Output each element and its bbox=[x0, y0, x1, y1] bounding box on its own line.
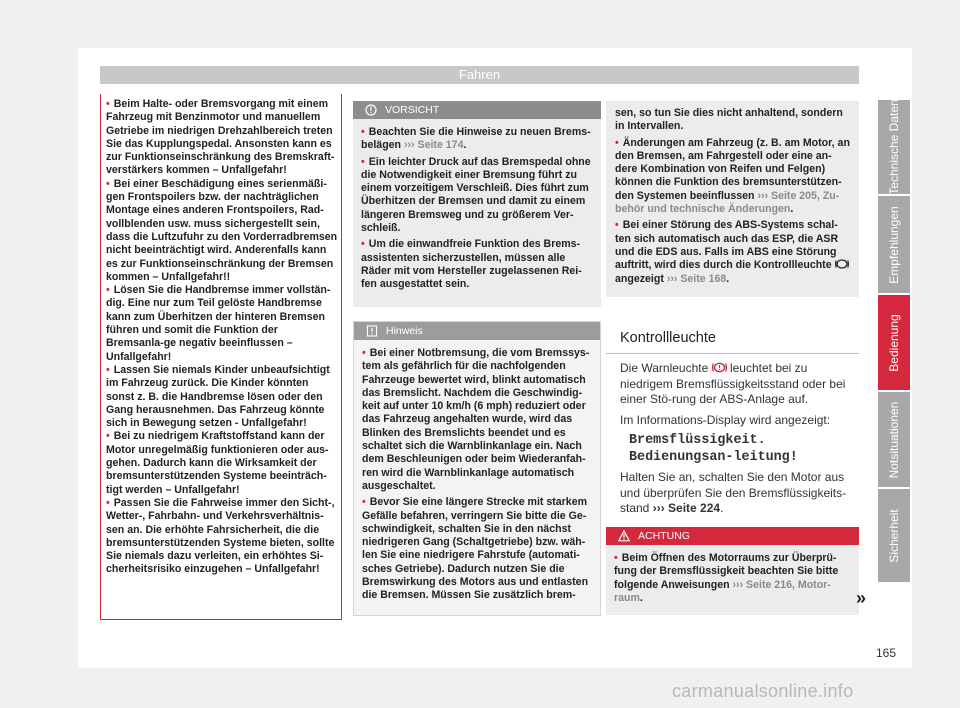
bullet-icon: • bbox=[362, 496, 366, 509]
page-link[interactable]: ››› Seite 224 bbox=[652, 501, 721, 516]
list-item: • Änderungen am Fahrzeug (z. B. am Motor, an den Bremsen, am Fahrgestell oder eine an-dere Kombination von Reifen und Felgen) können die Funktion des bremsunterstützen-den Systemen beeinflussen ››› Seite 205, Zu-behör und technische Änderungen. bbox=[615, 136, 850, 216]
tab-technische-daten[interactable]: Technische Daten bbox=[878, 100, 910, 195]
list-item: • Lösen Sie die Handbremse immer vollstän-dig. Eine nur zum Teil gelöste Handbremse kann zum Überhitzen der hinteren Bremsen führen und somit die Funktion der Bremsanla-ge negativ beeinflussen – Unfallgefahr! bbox=[106, 284, 331, 363]
warning-triangle-icon bbox=[618, 530, 630, 542]
hinweis-body bbox=[354, 340, 600, 612]
bullet-icon: • bbox=[361, 126, 365, 138]
paragraph-display-intro: Im Informations-Display wird angezeigt: bbox=[620, 413, 831, 427]
continued-text: sen, so tun Sie dies nicht anhaltend, sondern in Intervallen. bbox=[615, 107, 843, 133]
list-item: • Lassen Sie niemals Kinder unbeaufsichtigt im Fahrzeug zurück. Die Kinder könnten sonst z. B. die Handbremse lösen oder den Gang herausnehmen. Das Fahrzeug könnte sich in Bewegung setzen - Unfallgefahr! bbox=[106, 363, 330, 430]
achtung-header bbox=[606, 527, 859, 545]
vorsicht-body bbox=[353, 119, 601, 301]
watermark: carmanualsonline.info bbox=[672, 681, 854, 701]
note-icon bbox=[366, 325, 378, 337]
left-column-frame bbox=[100, 94, 342, 620]
bullet-icon: • bbox=[615, 219, 619, 232]
bullet-icon: • bbox=[362, 347, 366, 359]
vorsicht-box bbox=[353, 101, 601, 307]
tab-sicherheit[interactable]: Sicherheit bbox=[878, 489, 910, 583]
section-divider bbox=[606, 353, 859, 354]
bullet-icon: • bbox=[106, 430, 110, 443]
list-item: • Beim Halte- oder Bremsvorgang mit einem Fahrzeug mit Benzinmotor und manuellem Getriebe im niedrigen Drehzahlbereich treten Sie das Kupplungspedal. Ansonsten kann es zur Funktionseinschränkung des Bremskraft-verstärkers kommen – Unfallgefahr! bbox=[106, 98, 335, 177]
hinweis-title: Hinweis bbox=[386, 325, 423, 337]
paragraph-warning-light: Die Warnleuchte leuchtet bei zu niedrigem Bremsflüssigkeitsstand oder bei einer Stö-rung der ABS-Anlage auf. bbox=[620, 361, 846, 407]
bullet-icon: • bbox=[361, 238, 365, 251]
list-item: • Passen Sie die Fahrweise immer den Sicht-, Wetter-, Fahrbahn- und Verkehrsverhältnis-sen an. Die erhöhte Fahrsicherheit, die die bremsunterstützenden Systeme bieten, sollte Sie niemals dazu verleiten, ein erhöhtes Si-cherheitsrisiko einzugehen – Unfallgefahr! bbox=[106, 496, 335, 576]
achtung-body bbox=[606, 545, 859, 614]
page-header bbox=[100, 66, 859, 84]
page-link[interactable]: ››› Seite 216, Motor-raum bbox=[614, 578, 831, 604]
bullet-icon: • bbox=[361, 155, 365, 168]
list-item: • Um die einwandfreie Funktion des Brems-assistenten sicherzustellen, müssen alle Räder mit vom Hersteller zugelassenen Rei-fen ausgestattet sein. bbox=[361, 238, 582, 291]
list-item: • Bei einer Beschädigung eines serienmäßi-gen Frontspoilers bzw. der nachträglichen Montage eines anderen Frontspoilers, Rad-vollblenden usw. muss sichergestellt sein, dass die Luftzufuhr zu den Vorderradbremsen nicht beeinträchtigt wird. Anderenfalls kann es zur Funktionseinschränkung der Bremsen kommen – Unfallgefahr!! bbox=[106, 177, 338, 283]
page-link[interactable]: ››› Seite 205, Zu-behör und technische Änderungen bbox=[615, 189, 840, 216]
achtung-title: ACHTUNG bbox=[638, 530, 690, 542]
paragraph-instructions: Halten Sie an, schalten Sie den Motor aus und überprüfen Sie den Bremsflüssigkeits-stand ››› Seite 224. bbox=[620, 470, 847, 516]
bullet-icon: • bbox=[106, 98, 110, 110]
vorsicht-title: VORSICHT bbox=[385, 104, 440, 116]
hinweis-box bbox=[353, 321, 601, 616]
abs-warning-icon bbox=[835, 259, 849, 269]
bullet-icon: • bbox=[106, 177, 110, 190]
achtung-box bbox=[606, 527, 859, 615]
list-item: • Beim Öffnen des Motorraums zur Überprü-fung der Bremsflüssigkeit beachten Sie bitte folgende Anweisungen ››› Seite 216, Motor-raum. bbox=[614, 552, 839, 604]
page-link[interactable]: ››› Seite 168 bbox=[666, 272, 727, 285]
bullet-icon: • bbox=[615, 136, 619, 149]
continue-icon: » bbox=[856, 588, 867, 608]
brake-warning-icon bbox=[712, 362, 727, 373]
bullet-icon: • bbox=[106, 496, 110, 509]
tab-empfehlungen[interactable]: Empfehlungen bbox=[878, 196, 910, 294]
list-item: • Beachten Sie die Hinweise zu neuen Brems-belägen ››› Seite 174. bbox=[361, 126, 591, 152]
list-item: • Bei einer Störung des ABS-Systems schal-ten sich automatisch auch das ESP, die ASR und die EDS aus. Falls im ABS eine Störung auftritt, wird dies durch die Kontrollleuchte angezeigt ››› Seite 168. bbox=[615, 219, 850, 285]
list-item: • Ein leichter Druck auf das Bremspedal ohne die Notwendigkeit einer Bremsung führt zu einem vorzeitigem Verschleiß. Dies führt zum Überhitzen der Bremsen und damit zu einem längeren Bremsweg und zu größerem Ver-schleiß. bbox=[361, 155, 591, 235]
vorsicht-header bbox=[353, 101, 601, 119]
list-item: • Bei einer Notbremsung, die vom Bremssys-tem als gefährlich für die nachfolgenden Fahrzeuge bewertet wird, blinkt automatisch das Bremslicht. Nachdem die Geschwindig-keit auf unter 10 km/h (6 mph) reduziert oder das Fahrzeug angehalten wurde, wird das Blinken des Bremslichts beendet und es schaltet sich die Warnblinkanlage ein. Nach dem Beschleunigen oder beim Wiederanfah-ren wird die Warnblinkanlage automatisch ausgeschaltet. bbox=[362, 347, 590, 492]
header-title: Fahren bbox=[458, 67, 501, 82]
tab-bedienung[interactable]: Bedienung bbox=[878, 295, 910, 391]
bullet-icon: • bbox=[106, 284, 110, 297]
bullet-icon: • bbox=[106, 363, 110, 376]
list-item: • Bei zu niedrigem Kraftstoffstand kann der Motor unregelmäßig funktionieren oder aus-gehen. Dadurch kann die Wirksamkeit der bremsunterstützenden Systeme beeinträch-tigt werden – Unfallgefahr! bbox=[106, 430, 329, 496]
list-item: • Bevor Sie eine längere Strecke mit starkem Gefälle befahren, verringern Sie bitte die Ge-schwindigkeit, schalten Sie in den nächst niedrigeren Gang (Schaltgetriebe) bzw. wäh-len Sie eine niedrigere Fahrstufe (automati-sches Getriebe). Dadurch nutzen Sie die Bremswirkung des Motors aus und entlasten die Bremsen. Müssen Sie zusätzlich brem- bbox=[362, 496, 589, 602]
display-message: Bremsflüssigkeit. Bedienungsan-leitung! bbox=[629, 433, 798, 465]
page-number: 165 bbox=[876, 646, 897, 660]
hinweis-header bbox=[354, 322, 600, 340]
page-link[interactable]: ››› Seite 174 bbox=[404, 139, 464, 152]
bullet-icon: • bbox=[614, 552, 618, 564]
continued-body bbox=[606, 101, 859, 295]
info-circle-icon bbox=[365, 104, 377, 116]
continued-box bbox=[606, 101, 859, 297]
tab-notsituationen[interactable]: Notsituationen bbox=[878, 392, 910, 488]
section-title: Kontrollleuchte bbox=[620, 330, 716, 346]
